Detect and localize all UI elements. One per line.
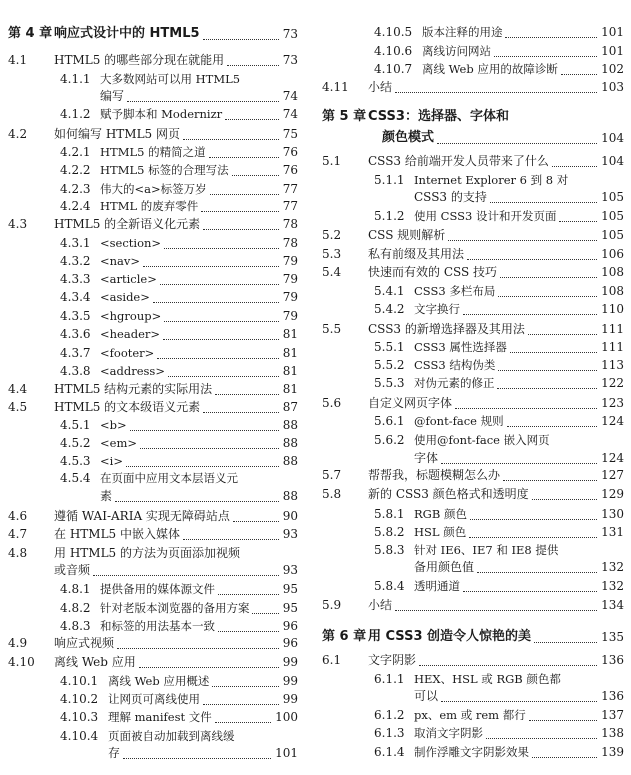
toc-page-number: 104 — [601, 131, 624, 145]
toc-page-number: 102 — [601, 62, 624, 76]
toc-entry-title: 在页面中应用文本层语义元 — [100, 471, 238, 485]
toc-page-number: 110 — [601, 302, 624, 316]
toc-entry-title: 针对老版本浏览器的备用方案 — [100, 601, 250, 615]
toc-entry-number: 4.3 — [8, 217, 28, 231]
toc-entry-number: 4.2.4 — [60, 199, 91, 213]
toc-entry-title: 和标签的用法基本一致 — [100, 619, 215, 633]
toc-page-number: 106 — [601, 247, 624, 261]
toc-entry-title: HEX、HSL 或 RGB 颜色都 — [414, 672, 561, 686]
toc-entry-title: 用 HTML5 的方法为页面添加视频 — [54, 546, 240, 560]
toc-entry-number: 5.8 — [322, 487, 342, 501]
toc-page-number: 127 — [601, 468, 624, 482]
toc-page-number: 81 — [282, 327, 298, 341]
toc-leader-dots — [215, 704, 271, 723]
toc-leader-dots — [153, 284, 279, 303]
toc-entry-number: 5.5 — [322, 322, 342, 336]
toc-leader-dots — [532, 739, 597, 758]
toc-entry-number: 4.10.6 — [374, 44, 413, 58]
toc-entry-number: 4.2.2 — [60, 163, 91, 177]
toc-entry-number: 第 4 章 — [8, 26, 53, 41]
toc-entry-title: 快速而有效的 CSS 技巧 — [368, 265, 498, 279]
toc-entry-title: 新的 CSS3 颜色格式和透明度 — [368, 487, 529, 501]
toc-leader-dots — [212, 668, 278, 687]
toc-leader-dots — [203, 211, 279, 230]
toc-leader-dots — [463, 573, 597, 592]
toc-leader-dots — [203, 686, 279, 705]
toc-entry-number: 4.10.1 — [60, 674, 99, 688]
toc-page-number: 103 — [601, 80, 624, 94]
toc-leader-dots — [494, 38, 597, 57]
toc-entry-title: <b> — [100, 418, 127, 432]
toc-page-number: 95 — [282, 582, 298, 596]
toc-entry-title: <aside> — [100, 290, 150, 304]
toc-entry-number: 6.1 — [322, 653, 342, 667]
toc-entry-title: 小结 — [368, 598, 393, 612]
toc-leader-dots — [157, 340, 278, 359]
toc-entry-number: 4.3.1 — [60, 236, 91, 250]
toc-page-number: 134 — [601, 598, 624, 612]
toc-entry-number: 5.8.3 — [374, 543, 405, 557]
toc-entry-number: 4.11 — [322, 80, 349, 94]
toc-entry-title: 制作浮雕文字阴影效果 — [414, 745, 529, 759]
toc-page-number: 130 — [601, 507, 624, 521]
toc-entry-number: 5.8.1 — [374, 507, 405, 521]
toc-leader-dots — [528, 316, 597, 335]
toc-page-number: 79 — [282, 309, 298, 323]
toc-leader-dots — [505, 19, 597, 38]
toc-entry-title: 私有前缀及其用法 — [368, 247, 465, 261]
toc-leader-dots — [455, 390, 597, 409]
toc-page-number: 137 — [601, 708, 624, 722]
toc-leader-dots — [130, 412, 279, 431]
toc-entry-title: 文字换行 — [414, 302, 460, 316]
toc-entry-title: 离线 Web 应用 — [54, 655, 136, 669]
toc-entry-number: 5.4.2 — [374, 302, 405, 316]
toc-entry-title: CSS3 结构伪类 — [414, 358, 496, 372]
toc-entry-title: <header> — [100, 327, 161, 341]
toc-page-number: 132 — [601, 579, 624, 593]
toc-leader-dots — [164, 230, 279, 249]
toc-page-number: 122 — [601, 376, 624, 390]
toc-entry-number: 6.1.3 — [374, 726, 405, 740]
toc-entry — [8, 51, 298, 69]
toc-entry-number: 4.6 — [8, 509, 28, 523]
toc-leader-dots — [168, 358, 279, 377]
toc-entry-title: 帮帮我，标题模糊怎么办 — [368, 468, 501, 482]
toc-leader-dots — [225, 101, 279, 120]
toc-page-number: 135 — [601, 630, 624, 644]
toc-page-number: 131 — [601, 525, 624, 539]
toc-leader-dots — [477, 554, 597, 573]
toc-entry-title: 自定义网页字体 — [368, 396, 453, 410]
toc-entry-number: 4.10.5 — [374, 25, 413, 39]
toc-page-number: 81 — [282, 346, 298, 360]
toc-entry-title: px、em 或 rem 都行 — [414, 708, 526, 722]
toc-entry-title: 颜色模式 — [382, 130, 435, 145]
toc-entry-title: CSS3 的新增选择器及其用法 — [368, 322, 525, 336]
toc-entry-title: 遵循 WAI-ARIA 实现无障碍站点 — [54, 509, 230, 523]
toc-entry-title: CSS 规则解析 — [368, 228, 446, 242]
toc-chapter-entry — [322, 129, 624, 147]
toc-entry-title: 页面被自动加载到离线缓 — [108, 729, 235, 743]
toc-entry — [322, 651, 624, 669]
toc-leader-dots — [115, 483, 279, 502]
toc-page-number: 99 — [282, 655, 298, 669]
toc-leader-dots — [93, 557, 279, 576]
toc-page-number: 101 — [601, 44, 624, 58]
toc-entry-number: 5.9 — [322, 598, 342, 612]
toc-entry-number: 5.1 — [322, 154, 342, 168]
toc-page-number: 123 — [601, 396, 624, 410]
toc-leader-dots — [534, 624, 597, 643]
toc-entry-title: 理解 manifest 文件 — [108, 710, 212, 724]
toc-entry-title: HTML5 的精简之道 — [100, 145, 206, 159]
toc-entry-title: 文字阴影 — [368, 653, 417, 667]
toc-leader-dots — [559, 203, 597, 222]
toc-leader-dots — [218, 576, 279, 595]
toc-entry-number: 4.3.6 — [60, 327, 91, 341]
toc-page-number: 105 — [601, 209, 624, 223]
toc-entry-number: 4.4 — [8, 382, 28, 396]
toc-entry-number: 4.2 — [8, 127, 28, 141]
toc-leader-dots — [529, 702, 597, 721]
toc-entry-title: 伟大的<a>标签万岁 — [100, 182, 207, 196]
toc-page-number: 77 — [282, 182, 298, 196]
toc-page-number: 139 — [601, 745, 624, 759]
toc-entry-number: 4.8.1 — [60, 582, 91, 596]
toc-page-number: 88 — [282, 418, 298, 432]
toc-entry-number: 4.3.4 — [60, 290, 91, 304]
toc-entry-number: 4.3.2 — [60, 254, 91, 268]
toc-entry-number: 5.7 — [322, 468, 342, 482]
toc-leader-dots — [503, 462, 597, 481]
toc-entry-number: 4.8.2 — [60, 601, 91, 615]
toc-entry-number: 4.8 — [8, 546, 28, 560]
toc-entry-title: 响应式设计中的 HTML5 — [54, 26, 200, 41]
toc-page-number: 77 — [282, 199, 298, 213]
toc-leader-dots — [507, 408, 597, 427]
toc-entry-number: 4.3.7 — [60, 346, 91, 360]
toc-entry-number: 4.8.3 — [60, 619, 91, 633]
toc-leader-dots — [395, 592, 597, 611]
toc-leader-dots — [448, 222, 597, 241]
toc-leader-dots — [469, 519, 597, 538]
toc-entry-title: 大多数网站可以用 HTML5 — [100, 72, 241, 86]
toc-entry — [322, 78, 624, 96]
toc-leader-dots — [164, 303, 279, 322]
toc-leader-dots — [486, 720, 597, 739]
toc-entry-title: CSS3 多栏布局 — [414, 284, 496, 298]
toc-page-number: 124 — [601, 414, 624, 428]
toc-entry-number: 4.5 — [8, 400, 28, 414]
toc-entry-title: 小结 — [368, 80, 393, 94]
toc-entry — [8, 744, 298, 762]
toc-page-number: 95 — [282, 601, 298, 615]
toc-leader-dots — [252, 595, 278, 614]
toc-page-number: 132 — [601, 560, 624, 574]
toc-page-number: 136 — [601, 653, 624, 667]
toc-leader-dots — [123, 740, 271, 759]
toc-leader-dots — [497, 370, 597, 389]
toc-entry — [322, 596, 624, 614]
toc-entry-number: 4.3.3 — [60, 272, 91, 286]
toc-entry-number: 5.5.2 — [374, 358, 405, 372]
toc-entry-title: CSS3 的支持 — [414, 190, 487, 204]
toc-page-number: 111 — [601, 340, 624, 354]
toc-entry-number: 4.3.8 — [60, 364, 91, 378]
toc-page-number: 138 — [601, 726, 624, 740]
toc-entry-title: 取消文字阴影 — [414, 726, 483, 740]
toc-entry-title: 用 CSS3 创造令人惊艳的美 — [368, 629, 532, 644]
toc-entry-number: 4.1.1 — [60, 72, 91, 86]
toc-entry-title: 离线 Web 应用概述 — [108, 674, 210, 688]
toc-leader-dots — [143, 248, 279, 267]
toc-entry-number: 5.5.1 — [374, 340, 405, 354]
toc-leader-dots — [490, 184, 597, 203]
toc-leader-dots — [163, 321, 279, 340]
toc-leader-dots — [437, 125, 597, 144]
toc-entry-title: 编写 — [100, 89, 125, 103]
toc-entry-number: 5.1.1 — [374, 173, 405, 187]
toc-leader-dots — [126, 448, 279, 467]
toc-entry-title: Internet Explorer 6 到 8 对 — [414, 173, 569, 187]
toc-entry-title: 离线访问网站 — [422, 44, 491, 58]
toc-entry-number: 4.7 — [8, 527, 28, 541]
toc-page-number: 87 — [282, 400, 298, 414]
toc-entry-title: <address> — [100, 364, 165, 378]
toc-entry-title: 透明通道 — [414, 579, 460, 593]
toc-entry-title: CSS3：选择器、字体和 — [368, 109, 509, 124]
toc-entry-title: <section> — [100, 236, 162, 250]
toc-entry-number: 4.5.4 — [60, 471, 91, 485]
toc-leader-dots — [183, 521, 279, 540]
toc-entry — [322, 152, 624, 170]
toc-leader-dots — [552, 148, 597, 167]
toc-page-number: 88 — [282, 436, 298, 450]
toc-chapter-entry — [322, 108, 624, 126]
toc-entry-number: 5.4.1 — [374, 284, 405, 298]
toc-entry-title: HTML5 标签的合理写法 — [100, 163, 229, 177]
toc-entry-title: HTML5 的全新语义化元素 — [54, 217, 201, 231]
toc-entry-number: 4.2.1 — [60, 145, 91, 159]
toc-entry-title: HTML5 的哪些部分现在就能用 — [54, 53, 225, 67]
toc-entry-title: @font-face 规则 — [414, 414, 504, 428]
toc-page-number: 75 — [282, 127, 298, 141]
toc-leader-dots — [419, 647, 597, 666]
toc-entry-number: 6.1.1 — [374, 672, 405, 686]
toc-entry-title: <i> — [100, 454, 123, 468]
toc-page-number: 79 — [282, 290, 298, 304]
toc-page-number: 79 — [282, 272, 298, 286]
toc-page-number: 73 — [282, 53, 298, 67]
toc-page-number: 99 — [282, 692, 298, 706]
toc-leader-dots — [203, 21, 279, 40]
toc-entry-title: 字体 — [414, 451, 439, 465]
toc-entry-title: HTML5 的文本级语义元素 — [54, 400, 201, 414]
toc-entry-title: 版本注释的用途 — [422, 25, 503, 39]
toc-page-number: 93 — [282, 563, 298, 577]
toc-chapter-entry — [322, 628, 624, 646]
toc-entry-number: 5.1.2 — [374, 209, 405, 223]
toc-page-number: 101 — [275, 746, 298, 760]
toc-entry-number: 4.9 — [8, 636, 28, 650]
toc-entry-number: 5.5.3 — [374, 376, 405, 390]
toc-entry-number: 4.5.2 — [60, 436, 91, 450]
toc-leader-dots — [500, 259, 597, 278]
toc-entry-title: 存 — [108, 746, 121, 760]
toc-leader-dots — [117, 630, 279, 649]
toc-page-number: 78 — [282, 236, 298, 250]
toc-page-number: 73 — [282, 27, 298, 41]
toc-entry-number: 4.10.7 — [374, 62, 413, 76]
toc-leader-dots — [467, 241, 597, 260]
toc-leader-dots — [215, 376, 279, 395]
toc-leader-dots — [203, 394, 279, 413]
toc-entry-title: 响应式视频 — [54, 636, 115, 650]
toc-page-number: 90 — [282, 509, 298, 523]
toc-page-number: 88 — [282, 489, 298, 503]
toc-page-number: 93 — [282, 527, 298, 541]
toc-page-number: 108 — [601, 284, 624, 298]
toc-entry-number: 6.1.4 — [374, 745, 405, 759]
toc-leader-dots — [183, 121, 279, 140]
toc-entry-title: 可以 — [414, 689, 439, 703]
toc-entry-number: 5.8.2 — [374, 525, 405, 539]
toc-entry — [322, 523, 624, 541]
toc-page-number: 124 — [601, 451, 624, 465]
toc-leader-dots — [227, 47, 279, 66]
toc-leader-dots — [510, 334, 597, 353]
toc-entry-number: 5.3 — [322, 247, 342, 261]
toc-entry-title: 使用@font-face 嵌入网页 — [414, 433, 550, 447]
toc-entry-title: 素 — [100, 489, 113, 503]
toc-entry-title: 针对 IE6、IE7 和 IE8 提供 — [414, 543, 559, 557]
toc-entry-number: 5.6.2 — [374, 433, 405, 447]
toc-entry-number: 6.1.2 — [374, 708, 405, 722]
toc-page-number: 99 — [282, 674, 298, 688]
toc-page-number: 76 — [282, 145, 298, 159]
toc-leader-dots — [140, 430, 279, 449]
toc-entry-title: 提供备用的媒体源文件 — [100, 582, 215, 596]
toc-page-number: 74 — [282, 89, 298, 103]
toc-entry-title: HSL 颜色 — [414, 525, 467, 539]
toc-leader-dots — [139, 649, 279, 668]
toc-entry-number: 4.1.2 — [60, 107, 91, 121]
toc-entry-number: 5.6 — [322, 396, 342, 410]
toc-leader-dots — [470, 501, 597, 520]
toc-entry-title: 或音频 — [54, 563, 91, 577]
toc-entry-number: 4.3.5 — [60, 309, 91, 323]
toc-leader-dots — [498, 352, 597, 371]
toc-leader-dots — [498, 278, 597, 297]
toc-page-number: 111 — [601, 322, 624, 336]
toc-leader-dots — [201, 193, 278, 212]
toc-entry-title: 离线 Web 应用的故障诊断 — [422, 62, 558, 76]
toc-entry-title: 使用 CSS3 设计和开发页面 — [414, 209, 557, 223]
toc-entry-title: 赋予脚本和 Modernizr — [100, 107, 223, 121]
toc-entry — [8, 525, 298, 543]
toc-entry-number: 5.6.1 — [374, 414, 405, 428]
toc-page-number: 79 — [282, 254, 298, 268]
toc-entry-number: 5.4 — [322, 265, 342, 279]
toc-leader-dots — [463, 296, 597, 315]
toc-leader-dots — [233, 503, 279, 522]
toc-page-number: 129 — [601, 487, 624, 501]
toc-leader-dots — [395, 74, 597, 93]
toc-entry-number: 4.10.3 — [60, 710, 99, 724]
toc-page-number: 105 — [601, 228, 624, 242]
toc-page-number: 104 — [601, 154, 624, 168]
toc-entry-title: 如何编写 HTML5 网页 — [54, 127, 180, 141]
toc-entry-number: 4.5.3 — [60, 454, 91, 468]
toc-page-number: 108 — [601, 265, 624, 279]
toc-leader-dots — [561, 56, 597, 75]
toc-leader-dots — [209, 139, 279, 158]
toc-entry-number: 4.5.1 — [60, 418, 91, 432]
toc-entry — [322, 743, 624, 761]
toc-entry — [8, 452, 298, 470]
toc-entry-title: <footer> — [100, 346, 155, 360]
toc-entry-title: CSS3 给前端开发人员带来了什么 — [368, 154, 549, 168]
toc-leader-dots — [532, 481, 597, 500]
toc-entry-number: 5.8.4 — [374, 579, 405, 593]
toc-leader-dots — [441, 683, 597, 702]
toc-entry-title: <em> — [100, 436, 137, 450]
toc-page-number: 136 — [601, 689, 624, 703]
toc-chapter-entry — [8, 25, 298, 43]
toc-entry-number: 4.10 — [8, 655, 35, 669]
toc-entry-number: 4.10.2 — [60, 692, 99, 706]
toc-entry-title: 备用颜色值 — [414, 560, 475, 574]
toc-entry-title: 让网页可离线使用 — [108, 692, 200, 706]
toc-entry-number: 4.1 — [8, 53, 28, 67]
toc-leader-dots — [232, 157, 279, 176]
toc-entry-title: HTML 的废弃零件 — [100, 199, 199, 213]
toc-entry-number: 第 5 章 — [322, 109, 367, 124]
toc-entry-title: HTML5 结构元素的实际用法 — [54, 382, 213, 396]
toc-page-number: 88 — [282, 454, 298, 468]
toc-page-number: 101 — [601, 25, 624, 39]
toc-entry-title: 在 HTML5 中嵌入媒体 — [54, 527, 180, 541]
toc-page-number: 100 — [275, 710, 298, 724]
toc-entry-title: <hgroup> — [100, 309, 162, 323]
toc-page-number: 78 — [282, 217, 298, 231]
toc-leader-dots — [160, 266, 279, 285]
toc-entry-number: 第 6 章 — [322, 629, 367, 644]
toc-entry-number: 4.2.3 — [60, 182, 91, 196]
toc-entry-title: RGB 颜色 — [414, 507, 467, 521]
toc-page-number: 81 — [282, 382, 298, 396]
toc-entry-title: CSS3 属性选择器 — [414, 340, 507, 354]
toc-leader-dots — [127, 83, 279, 102]
toc-page-number: 81 — [282, 364, 298, 378]
toc-entry-title: <article> — [100, 272, 157, 286]
toc-entry-number: 5.2 — [322, 228, 342, 242]
toc-entry — [8, 708, 298, 726]
toc-entry — [322, 412, 624, 430]
toc-page-number: 96 — [282, 636, 298, 650]
toc-entry-number: 4.10.4 — [60, 729, 99, 743]
toc-page-number: 76 — [282, 163, 298, 177]
toc-entry-title: <nav> — [100, 254, 141, 268]
toc-entry-title: 对伪元素的修正 — [414, 376, 495, 390]
toc-page-number: 96 — [282, 619, 298, 633]
toc-page-number: 105 — [601, 190, 624, 204]
toc-page-number: 113 — [601, 358, 624, 372]
toc-page-number: 74 — [282, 107, 298, 121]
